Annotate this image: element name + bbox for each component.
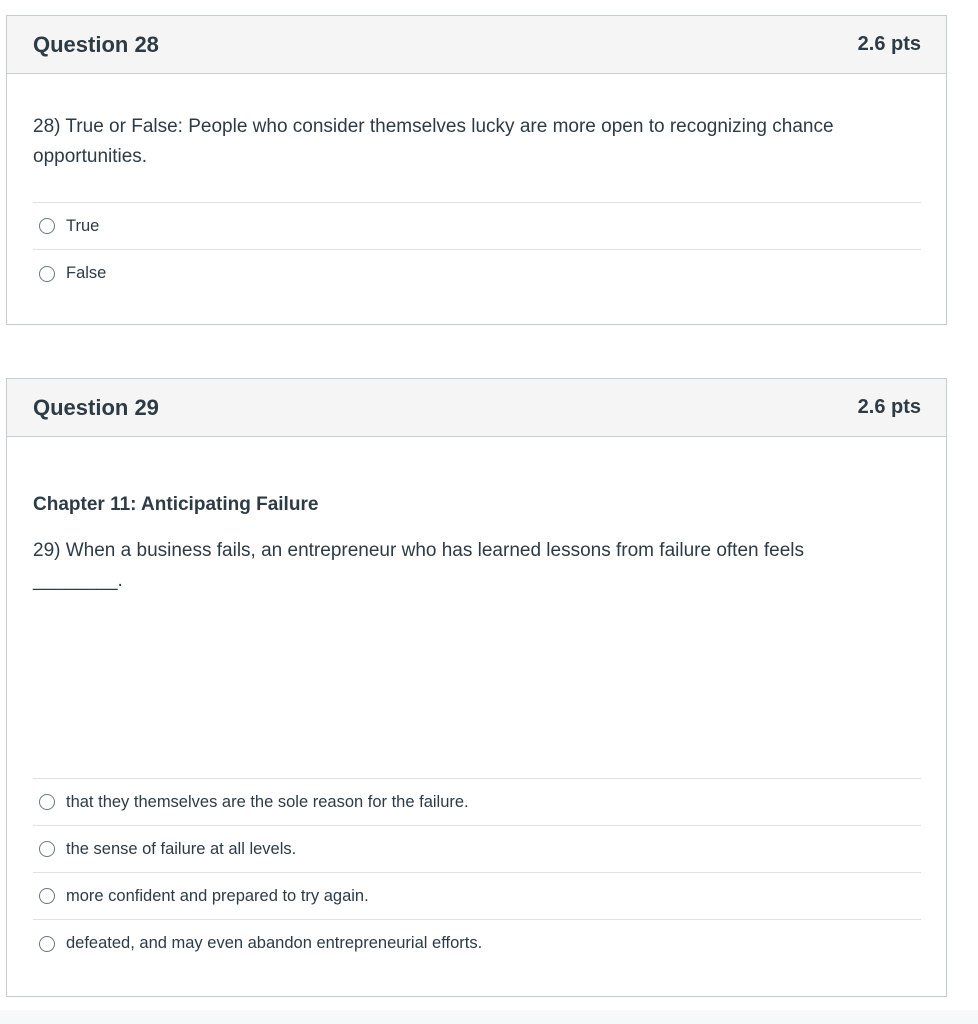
question-card-29 — [6, 378, 947, 997]
radio-button[interactable] — [39, 794, 55, 810]
radio-button[interactable] — [39, 841, 55, 857]
answer-label: the sense of failure at all levels. — [66, 839, 297, 858]
fill-in-blank: ________. — [33, 570, 123, 591]
answer-option-1[interactable] — [33, 779, 921, 826]
answer-option-3[interactable] — [33, 873, 921, 920]
radio-button[interactable] — [39, 218, 55, 234]
question-body — [7, 437, 946, 967]
answer-list — [33, 202, 921, 297]
radio-button[interactable] — [39, 888, 55, 904]
question-header — [7, 379, 946, 437]
question-header — [7, 16, 946, 74]
question-title: Question 28 — [33, 31, 159, 57]
answer-list — [33, 778, 921, 967]
answer-label: True — [66, 216, 100, 235]
page-footer-strip — [0, 1010, 978, 1024]
question-body — [7, 74, 946, 297]
question-text: 29) When a business fails, an entrepreneur who has learned lessons from failure often feels — [33, 540, 804, 561]
chapter-heading: Chapter 11: Anticipating Failure — [33, 494, 319, 515]
answer-option-false[interactable] — [33, 250, 921, 297]
question-card-28 — [6, 15, 947, 325]
answer-option-4[interactable] — [33, 920, 921, 967]
question-points: 2.6 pts — [857, 396, 921, 418]
radio-button[interactable] — [39, 936, 55, 952]
answer-option-true[interactable] — [33, 203, 921, 250]
question-title: Question 29 — [33, 394, 159, 420]
answer-label: False — [66, 264, 107, 282]
answer-label: that they themselves are the sole reason for the failure. — [66, 792, 469, 811]
question-text: 28) True or False: People who consider themselves lucky are more open to recognizing chance opportunities. — [33, 116, 834, 167]
question-points: 2.6 pts — [857, 33, 921, 55]
radio-button[interactable] — [39, 266, 55, 282]
answer-label: more confident and prepared to try again. — [66, 886, 369, 905]
answer-option-2[interactable] — [33, 826, 921, 873]
answer-label: defeated, and may even abandon entrepreneurial efforts. — [66, 934, 483, 952]
